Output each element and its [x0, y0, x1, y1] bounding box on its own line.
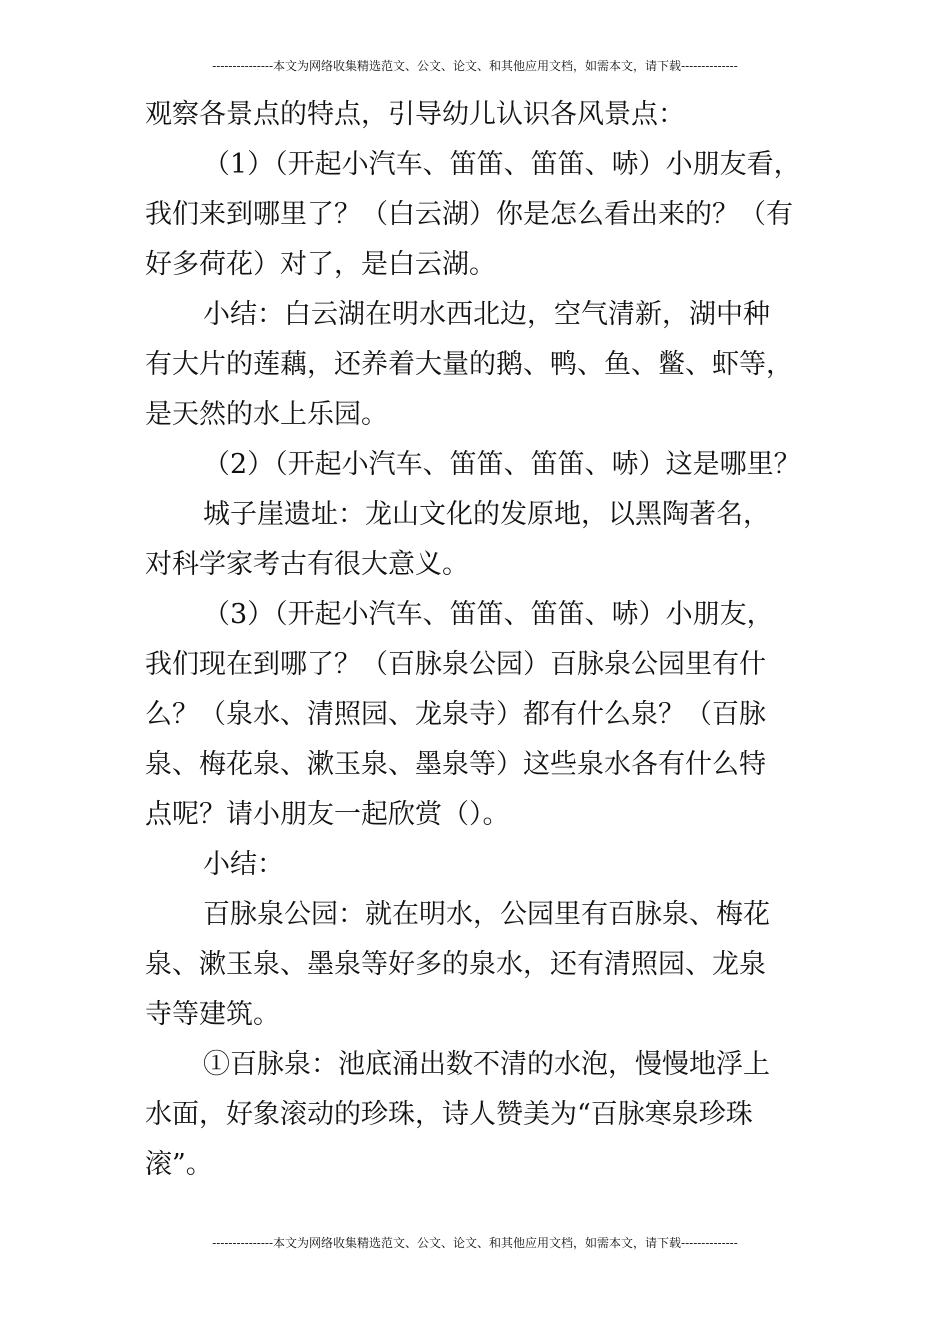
text-line: 滚”。: [145, 1149, 213, 1180]
text-line: 么？（泉水、清照园、龙泉寺）都有什么泉？（百脉: [145, 699, 766, 730]
text-line: （3）（开起小汽车、笛笛、笛笛、哧）小朋友，: [203, 599, 774, 630]
footer-note: ---------------本文为网络收集精选范文、公文、论文、和其他应用文档，如需本文，请下载--------------: [212, 1236, 738, 1250]
text-line: 城子崖遗址：龙山文化的发原地，以黑陶著名，: [203, 499, 770, 530]
text-line: 泉、漱玉泉、墨泉等好多的泉水，还有清照园、龙泉: [145, 949, 766, 980]
text-line: 对科学家考古有很大意义。: [145, 549, 469, 580]
text-line: 好多荷花）对了，是白云湖。: [145, 249, 496, 280]
text-line: 我们来到哪里了？（白云湖）你是怎么看出来的？（有: [145, 199, 793, 230]
text-line: 是天然的水上乐园。: [145, 399, 388, 430]
text-line: 我们现在到哪了？（百脉泉公园）百脉泉公园里有什: [145, 649, 766, 680]
body-text: [145, 90, 825, 1190]
text-line: 观察各景点的特点，引导幼儿认识各风景点：: [145, 99, 685, 130]
text-line: 水面，好象滚动的珍珠，诗人赞美为“百脉寒泉珍珠: [145, 1099, 753, 1130]
text-line: ①百脉泉：池底涌出数不清的水泡，慢慢地浮上: [203, 1049, 770, 1080]
text-line: 小结：白云湖在明水西北边，空气清新，湖中种: [203, 299, 770, 330]
text-line: 百脉泉公园：就在明水，公园里有百脉泉、梅花: [203, 899, 770, 930]
text-line: （2）（开起小汽车、笛笛、笛笛、哧）这是哪里？: [203, 449, 801, 480]
text-line: 有大片的莲藕，还养着大量的鹅、鸭、鱼、鳖、虾等，: [145, 349, 793, 380]
text-line: 寺等建筑。: [145, 999, 280, 1030]
text-line: 泉、梅花泉、漱玉泉、墨泉等）这些泉水各有什么特: [145, 749, 766, 780]
text-line: 小结：: [203, 849, 284, 880]
header-note: ---------------本文为网络收集精选范文、公文、论文、和其他应用文档，如需本文，请下载--------------: [212, 59, 738, 73]
text-line: （1）（开起小汽车、笛笛、笛笛、哧）小朋友看，: [203, 149, 801, 180]
text-line: 点呢？请小朋友一起欣赏（）。: [145, 799, 510, 830]
